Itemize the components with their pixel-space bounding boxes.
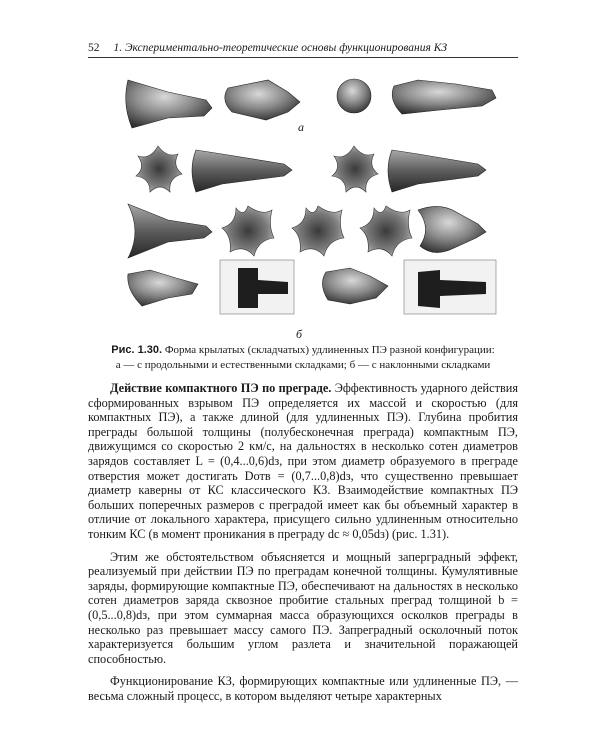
projectile-photo-a4 [392, 80, 496, 114]
figure [88, 62, 518, 347]
paragraph-1-text: Эффективность ударного действия сформированных взрывом ПЭ определяется их массой и скоростью (для компактных ПЭ), а также длиной (для удлиненных ПЭ). Глубина пробития преграды большой толщины (полубесконечная преграда) компактным ПЭ, движущимся со скоростью 2 км/с, на дальностях в несколько сотен диаметров зарядов составляет L = (0,4...0,6)dз, при этом диаметр образуемого в преграде отверстия может достигать Dотв = (0,7...0,8)dз, что существенно превышает диаметр каверны от КС классического КЗ. Взаимодействие компактных ПЭ больших поперечных размеров с преградой имеет как бы объемный характер в отличие от локального характера, присущего сильно удлиненным относительно тонким КС (в момент проникания в преграду dс ≈ 0,05dз) (рис. 1.31). [88, 381, 518, 541]
page-header [88, 42, 518, 58]
star-shape-b2 [332, 146, 378, 192]
panel-label-b: б [296, 327, 303, 341]
render-row-b2 [128, 204, 486, 258]
figure-caption [88, 343, 518, 373]
paragraph-3: Функционирование КЗ, формирующих компактные или удлиненные ПЭ, — весьма сложный процесс, в котором выделяют четыре характерных [88, 674, 518, 703]
paragraph-2: Этим же обстоятельством объясняется и мощный заперградный эффект, реализуемый при действии ПЭ по преградам конечной толщины. Кумулятивные заряды, формирующие компактные ПЭ, обеспечивают на дальностях в несколько сотен диаметров заряда сквозное пробитие стальных преград толщиной b = (0,5...0,8)dз, при этом суммарная масса образующихся осколков преграды в несколько раз превышает массу самого ПЭ. Запреградный осколочный поток характеризуется большим углом разлета и значительной поражающей способностью. [88, 549, 518, 666]
star-shape-b1 [136, 146, 182, 192]
cone-shape-b1 [192, 150, 292, 192]
twisted-cone-b2 [418, 206, 486, 252]
photo-row-a [126, 79, 496, 128]
pinwheel-b1 [222, 206, 274, 256]
paragraph-1-lead: Действие компактного ПЭ по преграде. [110, 381, 332, 395]
projectile-photo-a3 [337, 79, 371, 113]
projectile-photo-a1 [126, 80, 212, 128]
pinwheel-b3 [360, 206, 412, 256]
paragraph-1 [88, 381, 518, 542]
figure-illustrations [88, 62, 518, 347]
twisted-cone-b1 [128, 204, 212, 258]
projectile-photo-b2 [322, 268, 388, 304]
projectile-photo-a2 [225, 80, 300, 120]
page-number: 52 [88, 42, 100, 54]
cone-shape-b2 [388, 150, 486, 192]
projectile-photo-b1 [128, 270, 198, 306]
chapter-title: 1. Экспериментально-теоретические основы функционирования КЗ [113, 42, 448, 54]
caption-text: Форма крылатых (складчатых) удлиненных ПЭ разной конфигурации: [164, 344, 495, 356]
photo-row-b3 [128, 260, 496, 314]
caption-label: Рис. 1.30. [111, 344, 163, 356]
pinwheel-b2 [292, 206, 344, 256]
body-text [88, 381, 518, 703]
render-row-b1 [136, 146, 486, 192]
caption-line-2: а — с продольными и естественными складками; б — с наклонными складками [115, 359, 491, 371]
panel-label-a: а [298, 120, 304, 134]
